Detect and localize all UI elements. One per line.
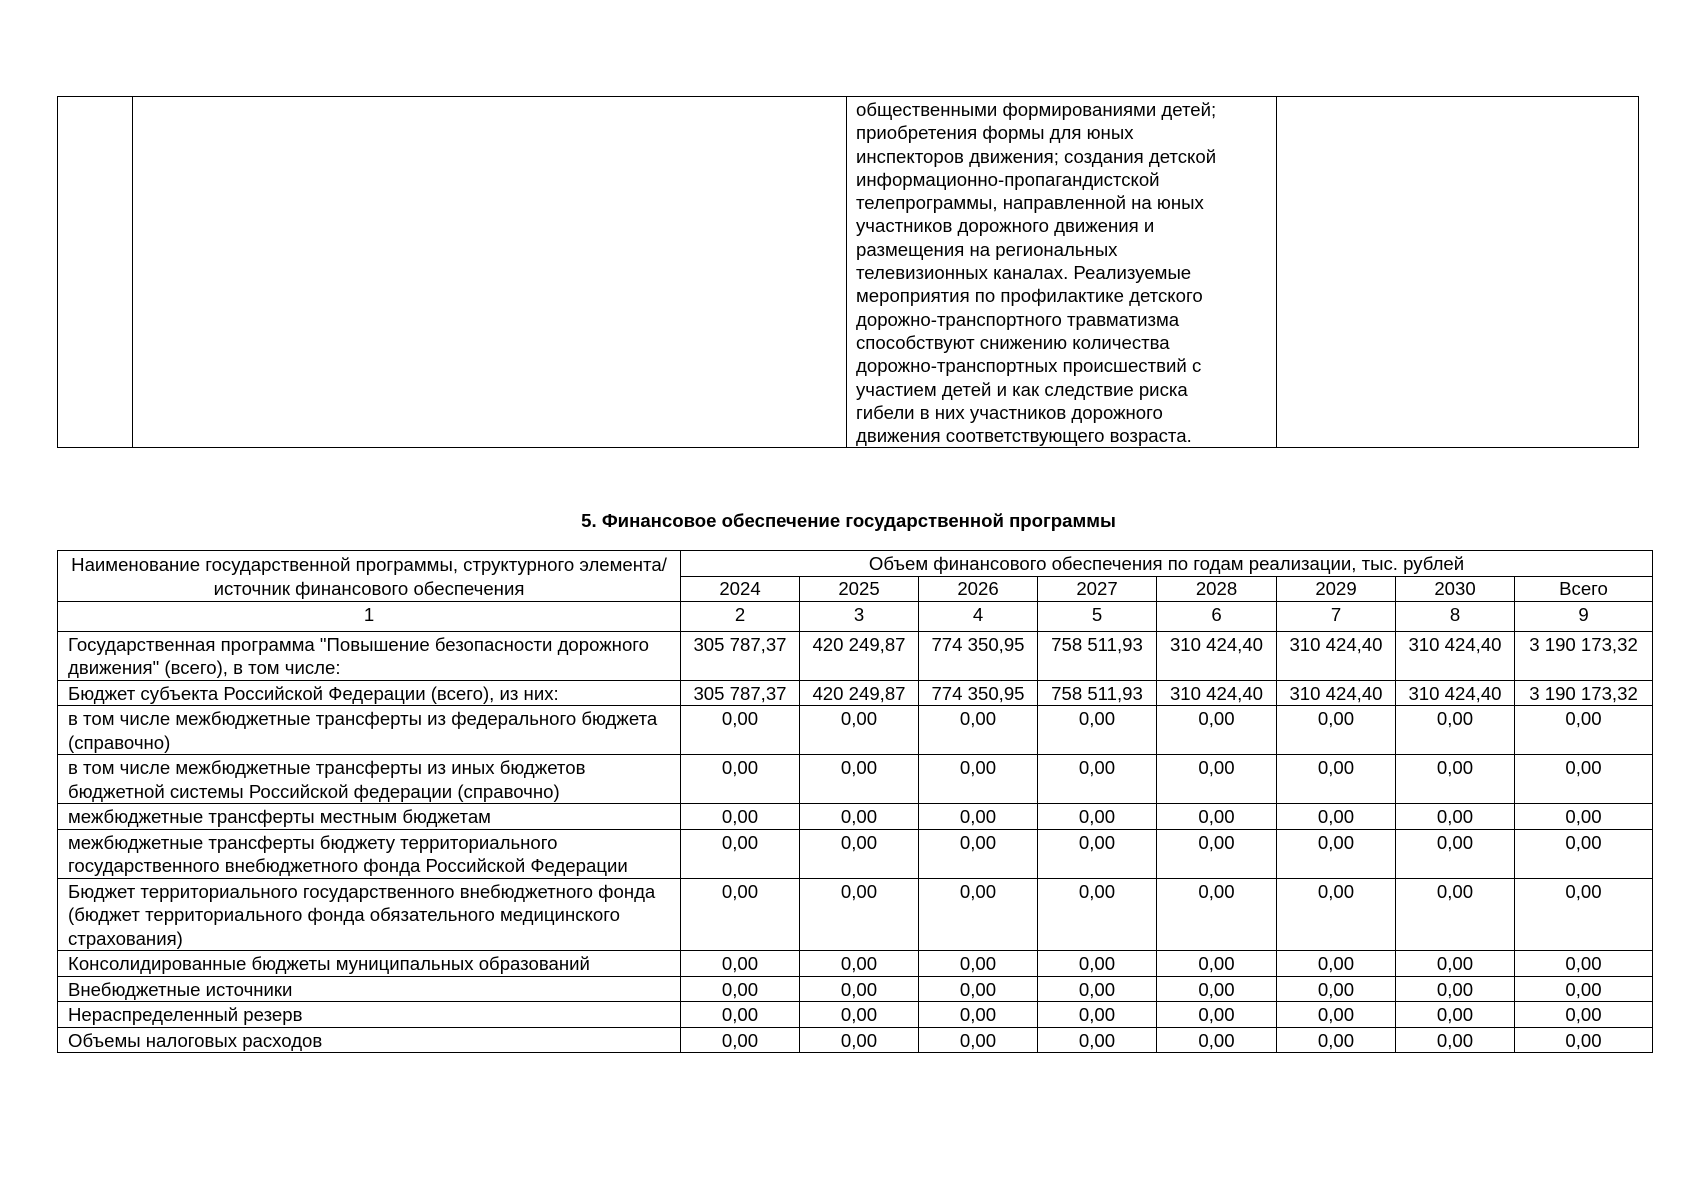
- value-cell: 0,00: [800, 951, 919, 977]
- table-row: [58, 829, 1653, 878]
- section-title: 5. Финансовое обеспечение государственной программы: [581, 510, 1116, 531]
- value-cell: 0,00: [1277, 1002, 1396, 1028]
- value-cell: 758 511,93: [1038, 631, 1157, 680]
- value-cell: 0,00: [800, 976, 919, 1002]
- value-cell: 0,00: [919, 878, 1038, 951]
- finance-table-body: [58, 631, 1653, 1053]
- value-cell: 0,00: [800, 1002, 919, 1028]
- value-cell: 0,00: [681, 976, 800, 1002]
- value-cell: 0,00: [919, 706, 1038, 755]
- value-cell: 0,00: [919, 804, 1038, 830]
- value-cell: 0,00: [1396, 1027, 1515, 1053]
- value-cell: 0,00: [1396, 951, 1515, 977]
- value-cell: 0,00: [1396, 829, 1515, 878]
- value-cell: 0,00: [1038, 976, 1157, 1002]
- value-cell: 0,00: [681, 706, 800, 755]
- value-cell: 0,00: [1396, 804, 1515, 830]
- value-cell: 0,00: [1515, 976, 1653, 1002]
- value-cell: 0,00: [1515, 706, 1653, 755]
- column-number-cell: 7: [1277, 601, 1396, 631]
- row-name-cell: Государственная программа "Повышение безопасности дорожного движения" (всего), в том числе:: [58, 631, 681, 680]
- finance-table: [57, 550, 1653, 1053]
- value-cell: 0,00: [1038, 706, 1157, 755]
- value-cell: 0,00: [681, 829, 800, 878]
- table-row: [58, 1027, 1653, 1053]
- value-cell: 0,00: [1277, 976, 1396, 1002]
- header-span-cell: Объем финансового обеспечения по годам реализации, тыс. рублей: [681, 551, 1653, 577]
- column-number-cell: 5: [1038, 601, 1157, 631]
- value-cell: 0,00: [1515, 878, 1653, 951]
- value-cell: 0,00: [1515, 1002, 1653, 1028]
- value-cell: 0,00: [1157, 951, 1277, 977]
- continuation-table: [57, 96, 1639, 448]
- value-cell: 0,00: [1157, 706, 1277, 755]
- row-name-cell: в том числе межбюджетные трансферты из федерального бюджета (справочно): [58, 706, 681, 755]
- row-name-cell: Консолидированные бюджеты муниципальных образований: [58, 951, 681, 977]
- value-cell: 3 190 173,32: [1515, 631, 1653, 680]
- value-cell: 0,00: [681, 878, 800, 951]
- continuation-cell-4: [1277, 97, 1639, 448]
- value-cell: 0,00: [800, 829, 919, 878]
- continuation-row: [58, 97, 1639, 448]
- header-row-top: [58, 551, 1653, 577]
- value-cell: 0,00: [1277, 829, 1396, 878]
- value-cell: 0,00: [681, 1027, 800, 1053]
- table-row: [58, 706, 1653, 755]
- value-cell: 0,00: [1277, 1027, 1396, 1053]
- column-number-cell: 4: [919, 601, 1038, 631]
- value-cell: 758 511,93: [1038, 680, 1157, 706]
- value-cell: 0,00: [1038, 829, 1157, 878]
- value-cell: 0,00: [919, 976, 1038, 1002]
- table-row: [58, 804, 1653, 830]
- value-cell: 0,00: [800, 804, 919, 830]
- value-cell: 0,00: [1277, 951, 1396, 977]
- value-cell: 774 350,95: [919, 680, 1038, 706]
- value-cell: 310 424,40: [1396, 680, 1515, 706]
- continuation-cell-3: [847, 97, 1277, 448]
- value-cell: 0,00: [1396, 878, 1515, 951]
- table-row: [58, 1002, 1653, 1028]
- value-cell: 0,00: [800, 1027, 919, 1053]
- value-cell: 0,00: [919, 951, 1038, 977]
- row-name-cell: межбюджетные трансферты местным бюджетам: [58, 804, 681, 830]
- continuation-description-text: общественными формированиями детей; приобретения формы для юных инспекторов движения; создания детской информационно-пропагандистской телепрограммы, направленной на юных участников дорожного движения и размещения на региональных телевизионных каналах. Реализуемые мероприятия по профилактике детского дорожно-транспортного травматизма способствуют снижению количества дорожно-транспортных происшествий с участием детей и как следствие риска гибели в них участников дорожного движения соответствующего возраста.: [856, 99, 1217, 447]
- value-cell: 0,00: [919, 1002, 1038, 1028]
- year-header-cell: 2028: [1157, 576, 1277, 601]
- row-name-cell: межбюджетные трансферты бюджету территориального государственного внебюджетного фонда Российской Федерации: [58, 829, 681, 878]
- value-cell: 420 249,87: [800, 631, 919, 680]
- row-name-cell: Бюджет субъекта Российской Федерации (всего), из них:: [58, 680, 681, 706]
- value-cell: 0,00: [1157, 1027, 1277, 1053]
- value-cell: 0,00: [1157, 829, 1277, 878]
- year-header-cell: 2026: [919, 576, 1038, 601]
- value-cell: 0,00: [1038, 1027, 1157, 1053]
- value-cell: 0,00: [800, 706, 919, 755]
- table-row: [58, 951, 1653, 977]
- value-cell: 0,00: [919, 1027, 1038, 1053]
- value-cell: 0,00: [1157, 976, 1277, 1002]
- value-cell: 420 249,87: [800, 680, 919, 706]
- value-cell: 310 424,40: [1157, 680, 1277, 706]
- value-cell: 0,00: [681, 804, 800, 830]
- continuation-cell-2: [133, 97, 847, 448]
- row-name-cell: в том числе межбюджетные трансферты из иных бюджетов бюджетной системы Российской федерации (справочно): [58, 755, 681, 804]
- year-header-cell: 2029: [1277, 576, 1396, 601]
- value-cell: 0,00: [1515, 755, 1653, 804]
- table-row: [58, 976, 1653, 1002]
- value-cell: 0,00: [1396, 706, 1515, 755]
- column-number-cell: 1: [58, 601, 681, 631]
- table-row: [58, 680, 1653, 706]
- value-cell: 0,00: [800, 755, 919, 804]
- continuation-cell-1: [58, 97, 133, 448]
- column-number-cell: 8: [1396, 601, 1515, 631]
- value-cell: 0,00: [1038, 878, 1157, 951]
- value-cell: 0,00: [681, 1002, 800, 1028]
- value-cell: 0,00: [1396, 1002, 1515, 1028]
- value-cell: 0,00: [1515, 829, 1653, 878]
- year-header-cell: Всего: [1515, 576, 1653, 601]
- column-number-cell: 6: [1157, 601, 1277, 631]
- value-cell: 0,00: [1277, 878, 1396, 951]
- year-header-cell: 2030: [1396, 576, 1515, 601]
- value-cell: 0,00: [919, 829, 1038, 878]
- value-cell: 0,00: [1277, 804, 1396, 830]
- row-name-cell: Нераспределенный резерв: [58, 1002, 681, 1028]
- header-name-cell: Наименование государственной программы, структурного элемента/источник финансового обеспечения: [58, 551, 681, 602]
- value-cell: 305 787,37: [681, 631, 800, 680]
- value-cell: 0,00: [1515, 1027, 1653, 1053]
- year-header-cell: 2027: [1038, 576, 1157, 601]
- row-name-cell: Бюджет территориального государственного внебюджетного фонда (бюджет территориального фонда обязательного медицинского страхования): [58, 878, 681, 951]
- value-cell: 310 424,40: [1277, 631, 1396, 680]
- value-cell: 0,00: [1515, 951, 1653, 977]
- column-number-cell: 2: [681, 601, 800, 631]
- value-cell: 0,00: [1396, 976, 1515, 1002]
- table-row: [58, 755, 1653, 804]
- value-cell: 0,00: [919, 755, 1038, 804]
- value-cell: 310 424,40: [1396, 631, 1515, 680]
- value-cell: 0,00: [1038, 951, 1157, 977]
- value-cell: 0,00: [681, 755, 800, 804]
- value-cell: 0,00: [1515, 804, 1653, 830]
- value-cell: 0,00: [1157, 1002, 1277, 1028]
- row-name-cell: Внебюджетные источники: [58, 976, 681, 1002]
- value-cell: 774 350,95: [919, 631, 1038, 680]
- value-cell: 0,00: [1157, 755, 1277, 804]
- value-cell: 310 424,40: [1277, 680, 1396, 706]
- value-cell: 0,00: [1277, 706, 1396, 755]
- header-row-numbers: [58, 601, 1653, 631]
- value-cell: 305 787,37: [681, 680, 800, 706]
- year-header-cell: 2025: [800, 576, 919, 601]
- value-cell: 0,00: [1038, 1002, 1157, 1028]
- year-header-cell: 2024: [681, 576, 800, 601]
- value-cell: 310 424,40: [1157, 631, 1277, 680]
- value-cell: 0,00: [1157, 804, 1277, 830]
- value-cell: 3 190 173,32: [1515, 680, 1653, 706]
- table-row: [58, 631, 1653, 680]
- value-cell: 0,00: [800, 878, 919, 951]
- row-name-cell: Объемы налоговых расходов: [58, 1027, 681, 1053]
- value-cell: 0,00: [1038, 804, 1157, 830]
- value-cell: 0,00: [681, 951, 800, 977]
- value-cell: 0,00: [1396, 755, 1515, 804]
- value-cell: 0,00: [1038, 755, 1157, 804]
- column-number-cell: 3: [800, 601, 919, 631]
- value-cell: 0,00: [1277, 755, 1396, 804]
- column-number-cell: 9: [1515, 601, 1653, 631]
- value-cell: 0,00: [1157, 878, 1277, 951]
- table-row: [58, 878, 1653, 951]
